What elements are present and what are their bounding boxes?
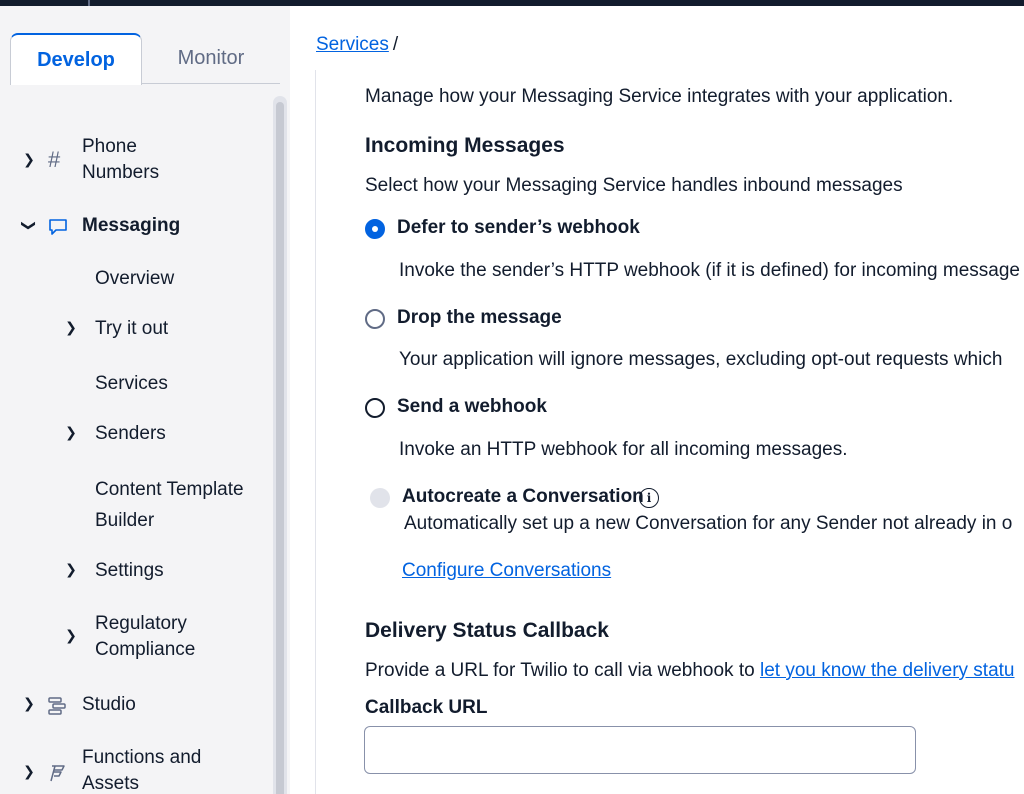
option-help-drop: Your application will ignore messages, excluding opt-out requests which xyxy=(399,349,1003,370)
sidebar-item-label: Try it out xyxy=(95,318,169,339)
breadcrumb-services-link[interactable]: Services xyxy=(316,34,389,55)
radio-drop-the-message[interactable] xyxy=(365,309,385,329)
sidebar-item-overview[interactable]: Overview xyxy=(95,268,175,289)
tab-develop[interactable]: Develop xyxy=(10,33,142,85)
breadcrumb-separator: / xyxy=(392,34,399,55)
radio-defer-to-sender-webhook[interactable] xyxy=(365,219,385,239)
chevron-down-icon: ❯ xyxy=(21,219,38,232)
incoming-messages-heading: Incoming Messages xyxy=(365,134,565,157)
option-help-send-webhook: Invoke an HTTP webhook for all incoming messages. xyxy=(399,439,848,460)
studio-flow-icon xyxy=(46,695,68,717)
delivery-description-text: Provide a URL for Twilio to call via webhook to xyxy=(365,660,760,681)
delivery-status-heading: Delivery Status Callback xyxy=(365,619,609,642)
sidebar-item-label: Messaging xyxy=(82,215,181,236)
delivery-status-description xyxy=(365,660,1015,682)
tabs-divider xyxy=(142,83,280,84)
delivery-status-link[interactable]: let you know the delivery statu xyxy=(759,660,1015,681)
option-help-defer: Invoke the sender’s HTTP webhook (if it is defined) for incoming message xyxy=(399,260,1020,281)
sidebar-item-label: Compliance xyxy=(95,639,196,660)
tab-monitor[interactable]: Monitor xyxy=(177,47,245,69)
chat-bubble-icon xyxy=(47,216,69,238)
hash-icon: # xyxy=(48,147,61,172)
sidebar-item-label: Assets xyxy=(82,773,140,794)
sidebar-item-label: Phone xyxy=(82,136,137,157)
breadcrumb xyxy=(316,34,398,56)
chevron-right-icon: ❯ xyxy=(65,561,77,577)
chevron-right-icon: ❯ xyxy=(23,151,35,167)
sidebar-tabs xyxy=(10,33,280,84)
content-divider xyxy=(315,70,316,794)
chevron-right-icon: ❯ xyxy=(65,627,77,643)
intro-text: Manage how your Messaging Service integrates with your application. xyxy=(365,86,954,107)
chevron-right-icon: ❯ xyxy=(23,695,35,711)
sidebar-item-label: Builder xyxy=(95,510,155,531)
option-help-autocreate: Automatically set up a new Conversation for any Sender not already in o xyxy=(404,513,1013,534)
sidebar-item-label: Senders xyxy=(95,423,166,444)
chevron-right-icon: ❯ xyxy=(65,319,77,335)
sidebar xyxy=(0,6,290,794)
info-icon[interactable]: i xyxy=(639,488,659,508)
sidebar-item-services[interactable]: Services xyxy=(95,373,168,394)
callback-url-input[interactable] xyxy=(364,726,916,774)
sidebar-item-label: Numbers xyxy=(82,162,160,183)
chevron-right-icon: ❯ xyxy=(23,763,35,779)
radio-label-autocreate[interactable]: Autocreate a Conversation xyxy=(402,486,644,507)
sidebar-item-label: Content Template xyxy=(95,479,244,500)
callback-url-label: Callback URL xyxy=(365,697,488,718)
radio-label-send-webhook[interactable]: Send a webhook xyxy=(397,396,547,417)
sidebar-item-label: Studio xyxy=(82,694,136,715)
radio-autocreate-conversation[interactable] xyxy=(370,488,390,508)
radio-label-defer[interactable]: Defer to sender’s webhook xyxy=(397,217,640,238)
sidebar-scrollbar-thumb[interactable] xyxy=(276,102,284,794)
radio-label-drop[interactable]: Drop the message xyxy=(397,307,562,328)
incoming-messages-description: Select how your Messaging Service handles inbound messages xyxy=(365,175,903,196)
radio-send-a-webhook[interactable] xyxy=(365,398,385,418)
sidebar-item-label: Functions and xyxy=(82,747,202,768)
sidebar-item-label: Settings xyxy=(95,560,164,581)
chevron-right-icon: ❯ xyxy=(65,424,77,440)
sidebar-item-label: Regulatory xyxy=(95,613,187,634)
functions-icon xyxy=(46,762,68,784)
configure-conversations-link[interactable]: Configure Conversations xyxy=(402,560,612,581)
